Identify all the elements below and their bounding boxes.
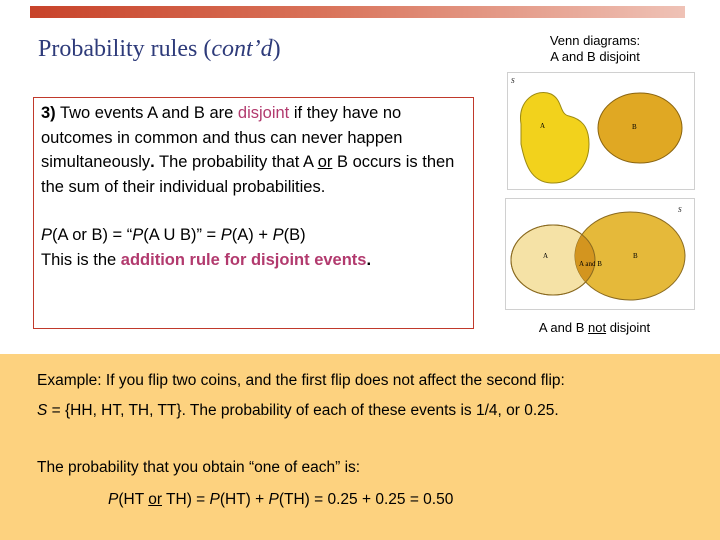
event-a-label: A xyxy=(543,252,549,260)
addition-rule-statement: This is the addition rule for disjoint events. xyxy=(41,250,372,269)
example-intro: Example: If you flip two coins, and the first flip does not affect the second flip: xyxy=(37,372,565,389)
overlap-label: A and B xyxy=(579,260,602,268)
rule-definition: 3) Two events A and B are disjoint if they have no outcomes in common and thus can never happen simultaneously. The probability that A or B occurs is then the sum of their individual probabilities. xyxy=(41,104,455,196)
sample-space-label: S xyxy=(511,77,515,85)
not-disjoint-caption: A and B not disjoint xyxy=(538,320,651,335)
example-panel xyxy=(0,354,720,540)
rule-text-box xyxy=(33,97,474,329)
event-b-shape xyxy=(598,93,682,163)
event-b-label: B xyxy=(633,252,638,260)
venn-caption: Venn diagrams: A and B disjoint xyxy=(549,33,641,64)
event-a-label: A xyxy=(540,122,546,130)
addition-formula: P(A or B) = “P(A U B)” = P(A) + P(B) xyxy=(41,226,306,244)
one-of-each-question: The probability that you obtain “one of each” is: xyxy=(37,459,361,476)
event-b-label: B xyxy=(632,123,637,131)
venn-diagram-overlap xyxy=(505,198,695,310)
sample-space-label: S xyxy=(678,206,682,214)
sample-space-statement: S = {HH, HT, TH, TT}. The probability of each of these events is 1/4, or 0.25. xyxy=(37,402,559,419)
title-accent-bar xyxy=(30,6,685,18)
slide-title: Probability rules (cont’d) xyxy=(38,36,281,62)
venn-diagram-disjoint xyxy=(507,72,695,190)
one-of-each-calculation: P(HT or TH) = P(HT) + P(TH) = 0.25 + 0.25 = 0.50 xyxy=(108,491,454,508)
